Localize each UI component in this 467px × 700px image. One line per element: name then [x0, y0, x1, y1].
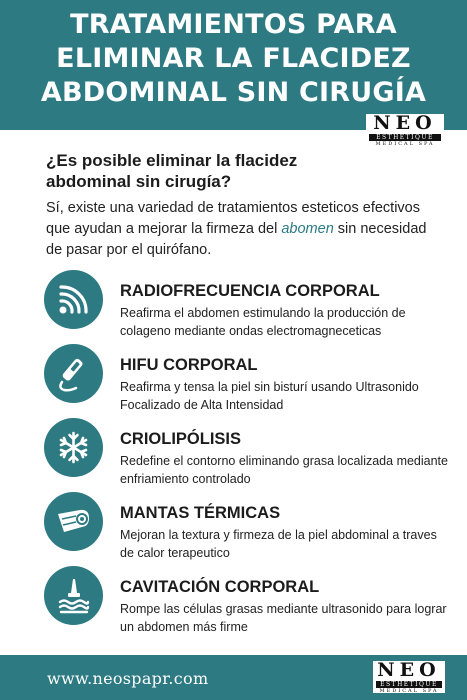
header-banner: [0, 0, 467, 130]
intro-highlight: abomen: [281, 221, 334, 237]
treatment-title: HIFU CORPORAL: [120, 356, 258, 374]
treatment-item: [0, 418, 467, 488]
treatment-title: CRIOLIPÓLISIS: [120, 430, 242, 448]
treatment-description: Mejoran la textura y firmeza de la piel abdominal a traves de calor terapeutico: [120, 528, 437, 560]
treatment-description: Reafirma y tensa la piel sin bisturí usando Ultrasonido Focalizado de Alta Intensidad: [120, 380, 419, 412]
thermal-blanket-icon: [44, 492, 103, 551]
logo-mark: NEO: [373, 112, 437, 134]
treatment-title: CAVITACIÓN CORPORAL: [120, 578, 320, 596]
snowflake-icon: [44, 418, 103, 477]
logo-mark: NEO: [377, 659, 441, 681]
neo-logo-top: [366, 114, 444, 146]
logo-line-2: MEDICAL SPA: [379, 688, 439, 694]
treatment-item: [0, 566, 467, 636]
treatment-description: Rompe las células grasas mediante ultrasonido para lograr un abdomen más firme: [120, 602, 447, 634]
logo-line-2: MEDICAL SPA: [375, 141, 435, 147]
treatment-item: [0, 492, 467, 562]
title-line-3: ABDOMINAL SIN CIRUGÍA: [40, 77, 427, 108]
treatment-description: Redefine el contorno eliminando grasa localizada mediante enfriamiento controlado: [120, 454, 448, 486]
intro-text-start: Sí, existe una variedad de tratamientos esteticos efectivos que ayudan a mejorar la firmeza del: [46, 200, 420, 237]
ultrasound-cavitation-icon: [44, 566, 103, 625]
radiofrequency-icon: [44, 270, 103, 329]
website-link[interactable]: www.neospapr.com: [47, 669, 209, 688]
neo-logo-bottom: [373, 661, 445, 693]
treatment-description: Reafirma el abdomen estimulando la producción de colageno mediante ondas electromagneceticas: [120, 306, 406, 338]
logo-line-1: ESTHETIQUE: [369, 134, 441, 141]
treatment-title: MANTAS TÉRMICAS: [120, 504, 281, 522]
treatment-item: [0, 270, 467, 340]
title-line-2: ELIMINAR LA FLACIDEZ: [56, 43, 411, 74]
intro-text-end: sin necesidad de pasar por el quirófano.: [46, 221, 427, 258]
title-line-1: TRATAMIENTOS PARA: [70, 9, 397, 40]
intro-text: [46, 198, 436, 261]
treatment-title: RADIOFRECUENCIA CORPORAL: [120, 282, 380, 300]
logo-line-1: ESTHETIQUE: [376, 681, 442, 688]
page-title: [0, 8, 467, 110]
intro-question: ¿Es posible eliminar la flacidez abdominal sin cirugía?: [46, 151, 298, 191]
hifu-device-icon: [44, 344, 103, 403]
treatment-item: [0, 344, 467, 414]
